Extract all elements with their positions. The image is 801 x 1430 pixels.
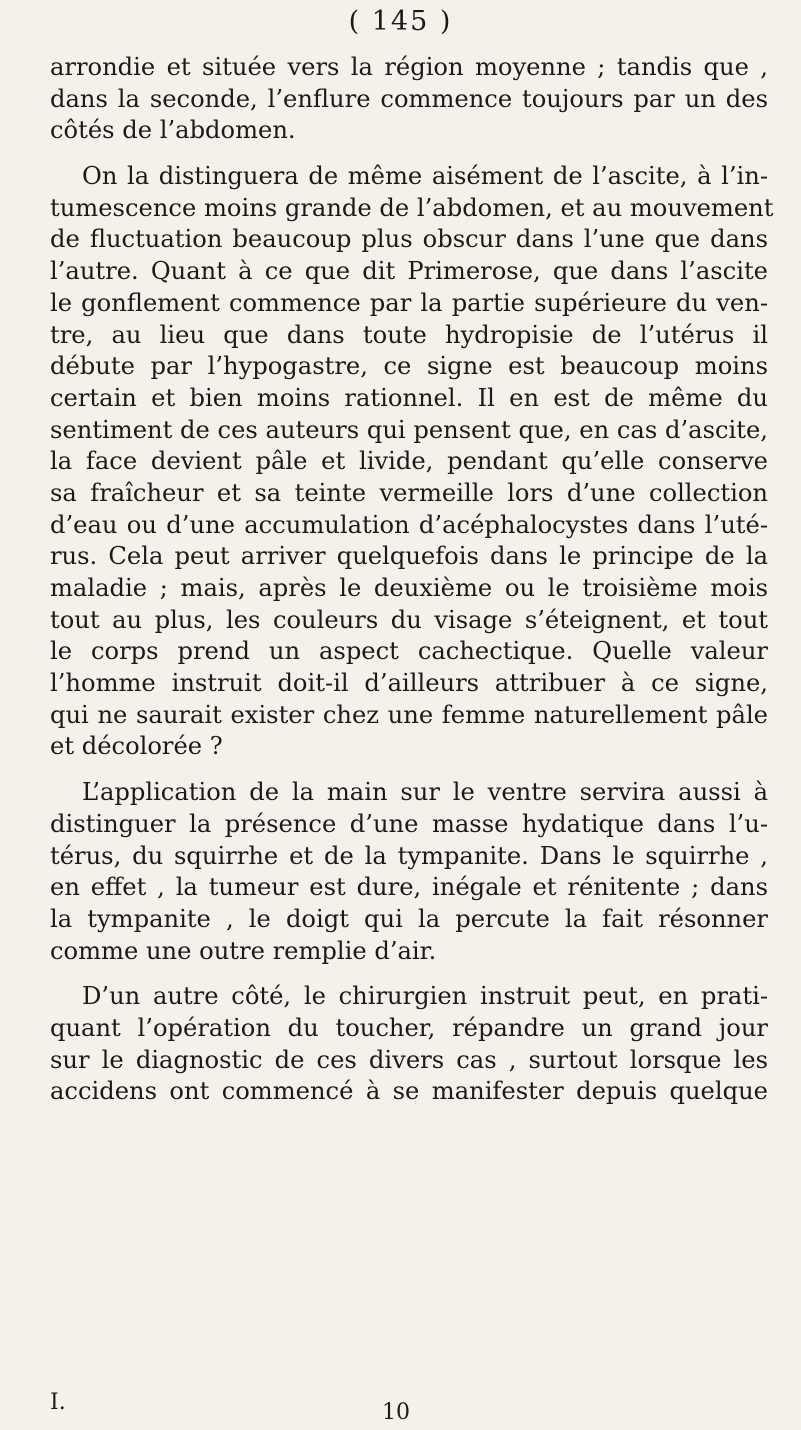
text-line: térus, du squirrhe et de la tympanite. Dans le squirrhe , — [50, 841, 768, 870]
folio-number: 10 — [382, 1400, 410, 1425]
text-line: l’autre. Quant à ce que dit Primerose, que dans l’ascite — [50, 257, 768, 286]
text-line: tout au plus, les couleurs du visage s’éteignent, et tout — [50, 605, 768, 634]
text-line: rus. Cela peut arriver quelquefois dans le principe de la — [50, 542, 768, 571]
text-line: le corps prend un aspect cachectique. Quelle valeur — [50, 637, 768, 666]
text-line: sa fraîcheur et sa teinte vermeille lors d’une collection — [50, 478, 768, 507]
text-line: débute par l’hypogastre, ce signe est beaucoup moins — [50, 352, 768, 381]
text-line: d’eau ou d’une accumulation d’acéphalocystes dans l’uté- — [50, 510, 768, 539]
text-line: arrondie et située vers la région moyenne ; tandis que , — [50, 53, 768, 81]
text-line: en effet , la tumeur est dure, inégale et rénitente ; dans — [50, 873, 768, 902]
text-line: l’homme instruit doit-il d’ailleurs attribuer à ce signe, — [50, 669, 768, 698]
text-line: sur le diagnostic de ces divers cas , surtout lorsque les — [50, 1045, 768, 1074]
text-line: tumescence moins grande de l’abdomen, et au mouvement — [50, 193, 774, 222]
text-line: quant l’opération du toucher, répandre un grand jour — [50, 1013, 768, 1042]
text-line: tre, au lieu que dans toute hydropisie de l’utérus il — [50, 320, 768, 349]
text-line: la tympanite , le doigt qui la percute la fait résonner — [50, 904, 768, 933]
text-line: certain et bien moins rationnel. Il en est de même du — [50, 383, 768, 412]
text-line: de fluctuation beaucoup plus obscur dans l’une que dans — [50, 225, 768, 254]
text-line: comme une outre remplie d’air. — [50, 936, 437, 965]
text-line: le gonflement commence par la partie supérieure du ven- — [50, 288, 768, 317]
page-footer — [50, 1390, 768, 1424]
text-line: la face devient pâle et livide, pendant qu’elle conserve — [50, 447, 768, 476]
text-line: D’un autre côté, le chirurgien instruit peut, en prati- — [82, 982, 768, 1011]
text-line: maladie ; mais, après le deuxième ou le troisième mois — [50, 574, 768, 602]
text-line: et décolorée ? — [50, 732, 223, 761]
text-line: On la distinguera de même aisément de l’ascite, à l’in- — [82, 162, 768, 191]
text-line: distinguer la présence d’une masse hydatique dans l’u- — [50, 809, 768, 838]
page-number: ( 145 ) — [348, 6, 453, 37]
body-text — [50, 52, 774, 1108]
text-line: côtés de l’abdomen. — [50, 116, 296, 145]
text-line: sentiment de ces auteurs qui pensent que, en cas d’ascite, — [50, 415, 768, 444]
text-line: dans la seconde, l’enflure commence toujours par un des — [50, 84, 768, 113]
text-line: L’application de la main sur le ventre servira aussi à — [82, 778, 768, 807]
text-line: accidens ont commencé à se manifester depuis quelque — [50, 1077, 768, 1106]
signature-mark: I. — [50, 1390, 66, 1415]
text-line: qui ne saurait exister chez une femme naturellement pâle — [50, 700, 768, 729]
